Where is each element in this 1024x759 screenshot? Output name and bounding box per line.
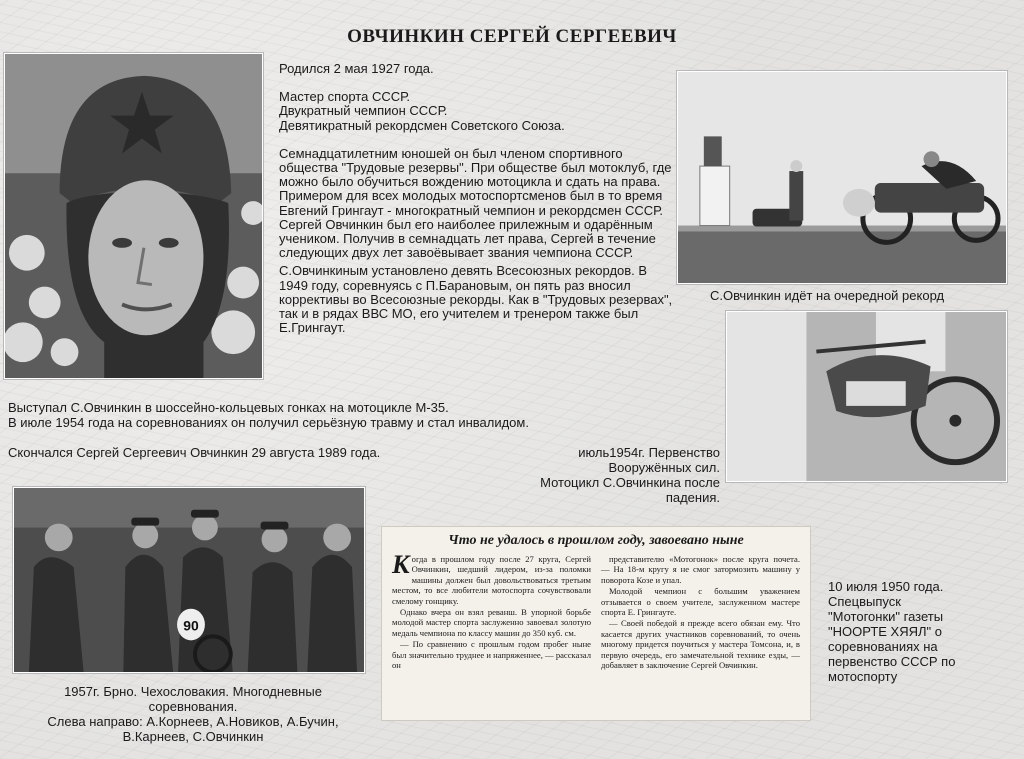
clipping-caption xyxy=(828,579,1018,684)
title-line: Мастер спорта СССР. xyxy=(279,89,410,105)
record-caption: С.Овчинкин идёт на очередной рекорд xyxy=(710,288,945,303)
racing-line: В июле 1954 года на соревнованиях он получил серьёзную травму и стал инвалидом. xyxy=(8,415,529,430)
group-caption-line: соревнования. xyxy=(148,699,238,714)
clipping-paragraph: представителю «Мотогонок» после круга почета. — На 18-м кругу я не смог затормозить машину у поворота Козе и упал. xyxy=(601,554,800,585)
crash-photo xyxy=(726,311,1007,482)
clipping-paragraph: огда в прошлом году после 27 круга, Сергей Овчинкин, шедший лидером, из-за поломки машины должен был довольствоваться третьим местом, то все любители мотоспорта сочувствовали смелому гонщику. xyxy=(392,554,591,606)
drop-cap: К xyxy=(392,550,410,579)
bio-paragraph: Семнадцатилетним юношей он был членом спортивного общества "Трудовые резервы". При обществе был мотоклуб, где можно было обучиться вождению мотоцикла и сдать на права. Примером для всех молодых мотоспортсменов был в то время Евгений Грингаут - многократный чемпион и рекордсмен СССР. Сергей Овчинкин был его наиболее прилежным и одарённым учеником. Получив в семнадцать лет права, Сергей в течение следующих двух лет завоёвывает звания чемпиона СССР. xyxy=(279,145,672,261)
title-line: Двукратный чемпион СССР. xyxy=(279,103,448,119)
group-photo xyxy=(13,487,365,673)
title-line: Девятикратный рекордсмен Советского Союза. xyxy=(279,117,565,133)
crash-caption-line: Вооружённых сил. xyxy=(608,460,720,475)
bib-number: 90 xyxy=(183,617,199,634)
clipping-caption-line: первенство СССР по xyxy=(828,654,956,669)
page-title: ОВЧИНКИН СЕРГЕЙ СЕРГЕЕВИЧ xyxy=(347,26,677,47)
biography xyxy=(279,62,674,335)
clipping-column-right xyxy=(601,554,800,671)
clipping-caption-line: Спецвыпуск xyxy=(828,594,901,609)
portrait-photo xyxy=(4,53,263,379)
newspaper-clipping xyxy=(381,526,811,721)
crash-caption xyxy=(470,445,720,505)
group-caption-line: 1957г. Брно. Чехословакия. Многодневные xyxy=(64,684,322,699)
clipping-caption-line: соревнованиях на xyxy=(828,639,938,654)
bio-paragraph: С.Овчинкиным установлено девять Всесоюзных рекордов. В 1949 году, соревнуясь с П.Барановым, он пять раз вносил коррективы во Всесоюзные рекорды. Как в "Трудовых резервах", так и в рядах ВВС МО, его учителем и тренером также был Е.Грингаут. xyxy=(279,263,673,336)
record-photo xyxy=(677,71,1007,284)
clipping-column-left xyxy=(392,550,591,671)
death-date: Скончался Сергей Сергеевич Овчинкин 29 августа 1989 года. xyxy=(8,445,381,460)
clipping-caption-line: 10 июля 1950 года. xyxy=(828,579,944,594)
group-caption-line: Слева направо: А.Корнеев, А.Новиков, А.Бучин, xyxy=(47,714,339,729)
clipping-paragraph: Однако вчера он взял реванш. В упорной борьбе молодой мастер спорта заслуженно завоевал золотую медаль чемпиона по классу машин до 350 куб. см. xyxy=(392,607,591,638)
racing-info xyxy=(8,400,568,430)
group-caption xyxy=(8,684,378,744)
crash-caption-line: падения. xyxy=(665,490,720,505)
crash-caption-line: Мотоцикл С.Овчинкина после xyxy=(540,475,720,490)
crash-caption-line: июль1954г. Первенство xyxy=(578,445,720,460)
group-caption-line: В.Карнеев, С.Овчинкин xyxy=(122,729,264,744)
clipping-caption-line: мотоспорту xyxy=(828,669,898,684)
clipping-paragraph: — По сравнению с прошлым годом пробег ныне был значительно труднее и напряженнее, — рассказал он xyxy=(392,639,591,671)
clipping-caption-line: "Мотогонки" газеты xyxy=(828,609,944,624)
clipping-caption-line: "НООРТЕ ХЯЯЛ" о xyxy=(828,624,942,639)
clipping-headline: Что не удалось в прошлом году, завоевано ныне xyxy=(448,533,744,548)
clipping-paragraph: Молодой чемпион с большим уважением отзывается о своем учителе, заслуженном мастере спорта Е. Грингауте. xyxy=(601,586,800,618)
birth-date: Родился 2 мая 1927 года. xyxy=(279,61,434,76)
racing-line: Выступал С.Овчинкин в шоссейно-кольцевых гонках на мотоцикле М-35. xyxy=(8,400,449,415)
clipping-paragraph: — Своей победой я прежде всего обязан ему. Что касается других участников соревнований, то очень многому придется поучиться у мастера Томсона, и, в первую очередь, его замечательной технике езды, — добавляет в заключение Сергей Овчинкин. xyxy=(601,618,800,671)
